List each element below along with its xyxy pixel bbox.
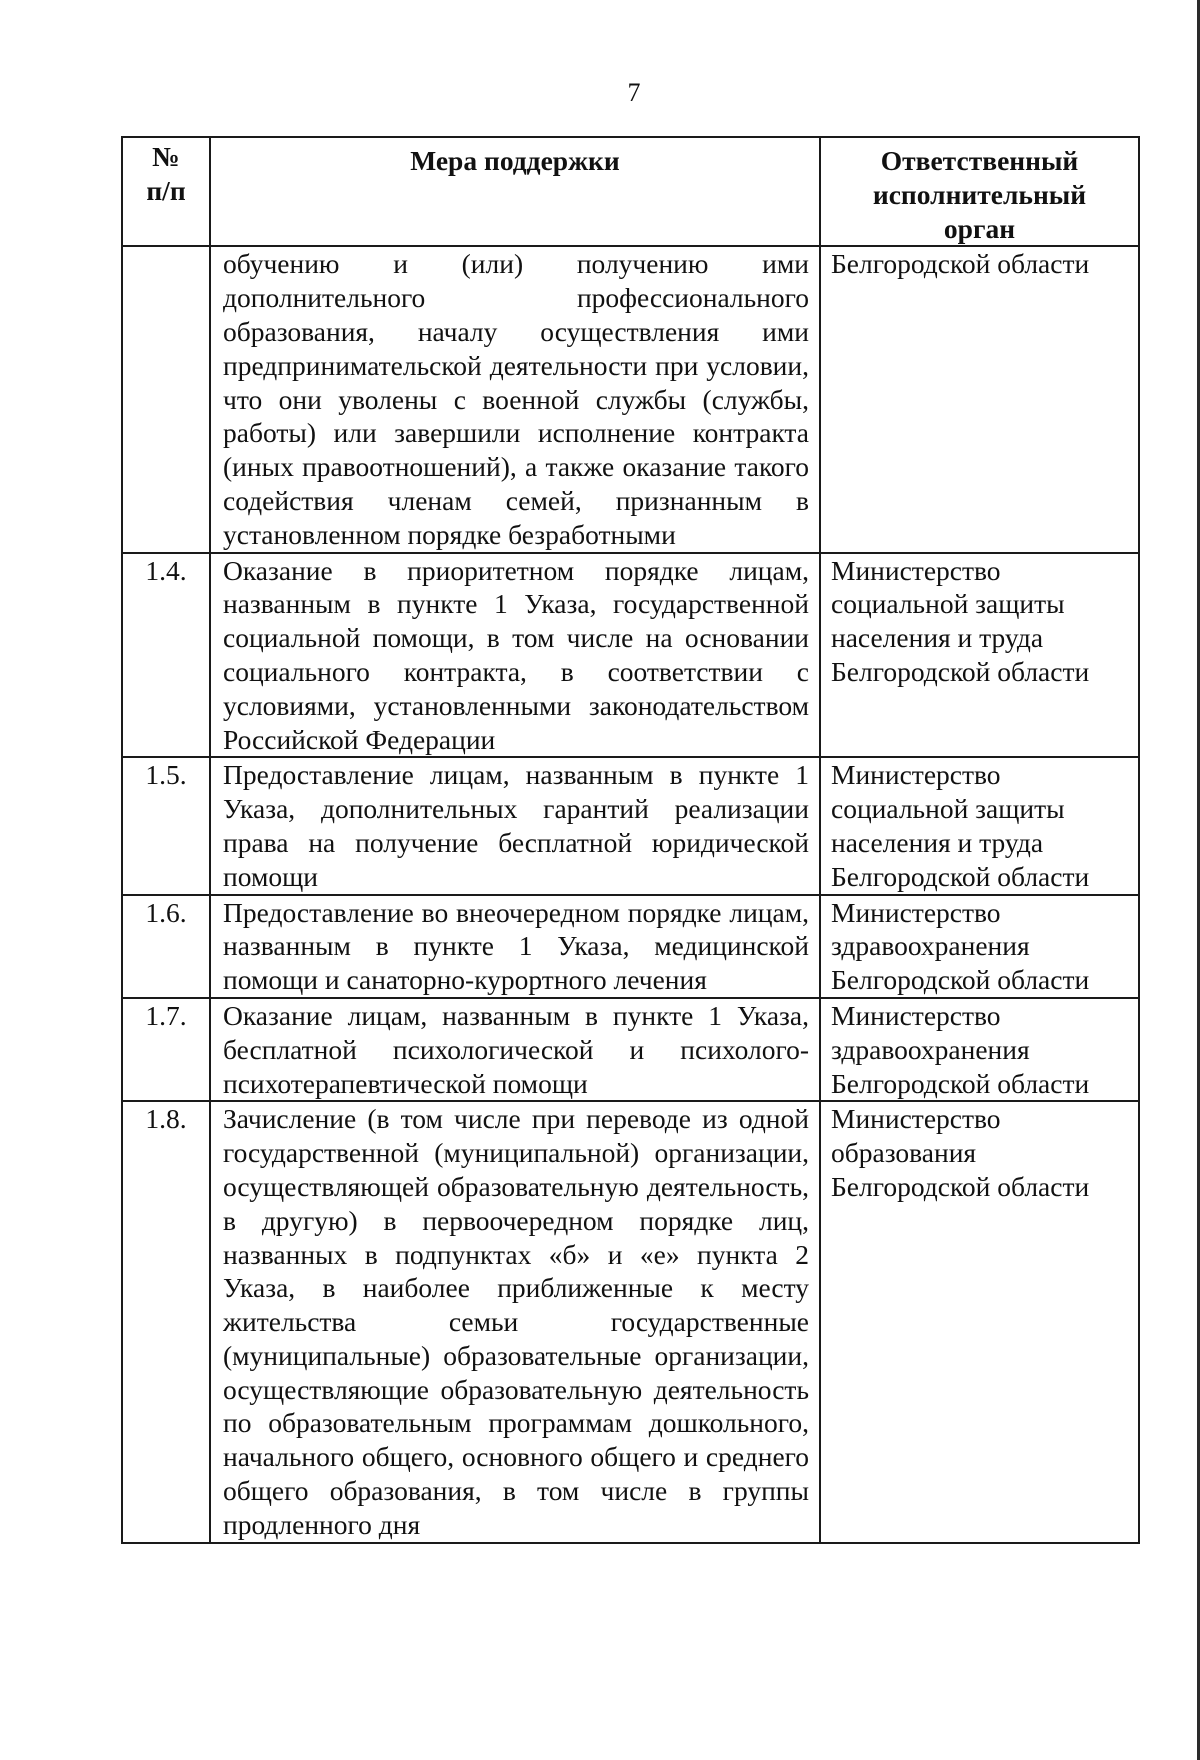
- row-measure: Предоставление лицам, названным в пункте 1 Указа, дополнительных гарантий реализации права на получение бесплатной юридической помощи: [210, 757, 820, 894]
- header-number: № п/п: [122, 137, 210, 246]
- table-row: [122, 895, 1139, 998]
- row-organ: Министерство образования Белгородской области: [820, 1101, 1139, 1542]
- header-organ: Ответственный исполнительный орган: [820, 137, 1139, 246]
- table-row: [122, 1101, 1139, 1542]
- row-organ: Белгородской области: [820, 246, 1139, 552]
- table-row: [122, 246, 1139, 552]
- row-measure: Оказание в приоритетном порядке лицам, названным в пункте 1 Указа, государственной социальной помощи, в том числе на основании социального контракта, в соответствии с условиями, установленными законодательством Российской Федерации: [210, 553, 820, 758]
- row-number: 1.5.: [122, 757, 210, 894]
- table-row: [122, 998, 1139, 1101]
- table-row: [122, 553, 1139, 758]
- row-organ: Министерство здравоохранения Белгородской области: [820, 998, 1139, 1101]
- row-measure: Оказание лицам, названным в пункте 1 Указа, бесплатной психологической и психолого-психотерапевтической помощи: [210, 998, 820, 1101]
- table-header-row: [122, 137, 1139, 246]
- row-organ: Министерство здравоохранения Белгородской области: [820, 895, 1139, 998]
- row-measure: Предоставление во внеочередном порядке лицам, названным в пункте 1 Указа, медицинской помощи и санаторно-курортного лечения: [210, 895, 820, 998]
- row-number: [122, 246, 210, 552]
- table-row: [122, 757, 1139, 894]
- row-measure: Зачисление (в том числе при переводе из одной государственной (муниципальной) организации, осуществляющей образовательную деятельность, в другую) в первоочередном порядке лиц, названных в подпунктах «б» и «е» пункта 2 Указа, в наиболее приближенные к месту жительства семьи государственные (муниципальные) образовательные организации, осуществляющие образовательную деятельность по образовательным программам дошкольного, начального общего, основного общего и среднего общего образования, в том числе в группы продленного дня: [210, 1101, 820, 1542]
- row-number: 1.8.: [122, 1101, 210, 1542]
- page-number: 7: [627, 78, 641, 107]
- row-measure: обучению и (или) получению ими дополнительного профессионального образования, началу осуществления ими предпринимательской деятельности при условии, что они уволены с военной службы (службы, работы) или завершили исполнение контракта (иных правоотношений), а также оказание такого содействия членам семей, признанным в установленном порядке безработными: [210, 246, 820, 552]
- row-organ: Министерство социальной защиты населения и труда Белгородской области: [820, 553, 1139, 758]
- row-number: 1.6.: [122, 895, 210, 998]
- support-measures-table: [121, 136, 1140, 1544]
- header-measure: Мера поддержки: [210, 137, 820, 246]
- row-number: 1.4.: [122, 553, 210, 758]
- row-organ: Министерство социальной защиты населения и труда Белгородской области: [820, 757, 1139, 894]
- row-number: 1.7.: [122, 998, 210, 1101]
